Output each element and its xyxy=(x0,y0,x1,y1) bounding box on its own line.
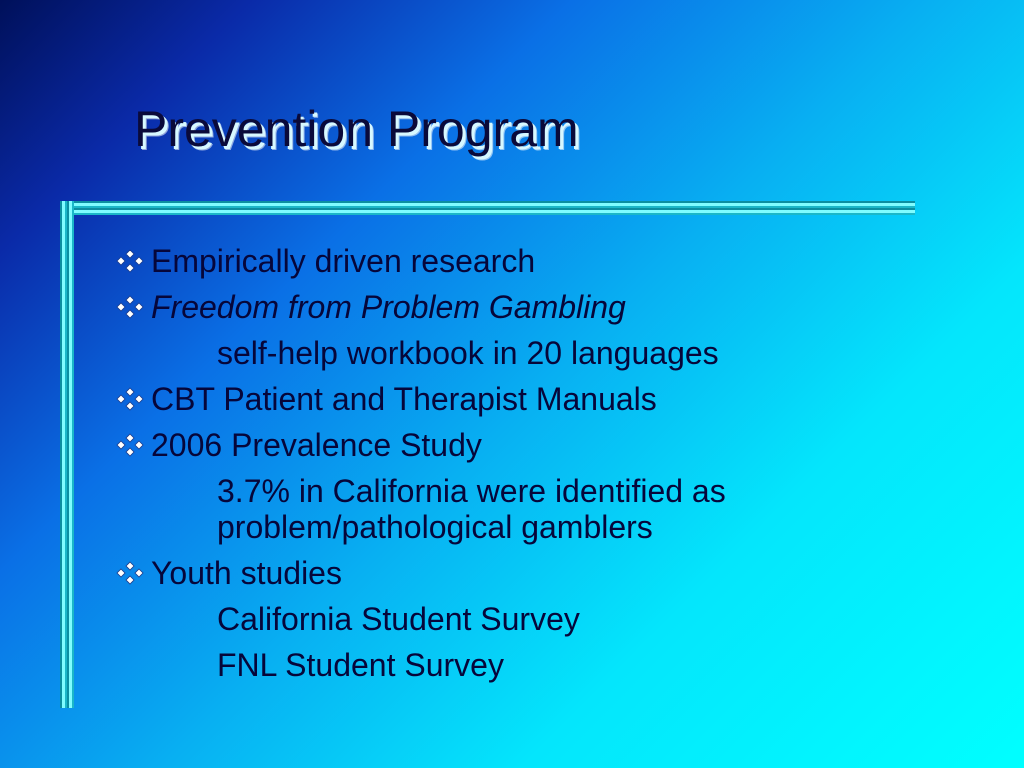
diamond-cluster-icon xyxy=(116,433,144,457)
bullet-text: Empirically driven research xyxy=(151,243,536,279)
diamond-cluster-icon xyxy=(116,249,144,273)
bullet-text: Youth studies xyxy=(151,555,342,591)
sub-item-line: problem/pathological gamblers xyxy=(217,509,653,545)
bullet-text: Freedom from Problem Gambling xyxy=(151,289,626,325)
sub-item-workbook: self-help workbook in 20 languages xyxy=(217,335,719,371)
bullet-item-prevalence xyxy=(116,422,976,468)
bullet-item-freedom xyxy=(116,284,976,330)
sub-item-prevalence-detail xyxy=(116,468,976,550)
sub-item-line: 3.7% in California were identified as xyxy=(217,473,726,509)
diamond-cluster-icon xyxy=(116,387,144,411)
frame-top-rule xyxy=(60,201,915,215)
bullet-item-cbt xyxy=(116,376,976,422)
diamond-cluster-icon xyxy=(116,561,144,585)
diamond-cluster-icon xyxy=(116,295,144,319)
bullet-item-research xyxy=(116,238,976,284)
sub-item-fnl-survey: FNL Student Survey xyxy=(217,647,504,683)
bullet-list xyxy=(116,238,976,688)
bullet-text: CBT Patient and Therapist Manuals xyxy=(151,381,657,417)
bullet-text: 2006 Prevalence Study xyxy=(151,427,482,463)
sub-item-california-survey: California Student Survey xyxy=(217,601,580,637)
frame-left-rule xyxy=(60,201,74,708)
bullet-item-youth xyxy=(116,550,976,596)
slide-title: Prevention Program xyxy=(134,101,579,157)
